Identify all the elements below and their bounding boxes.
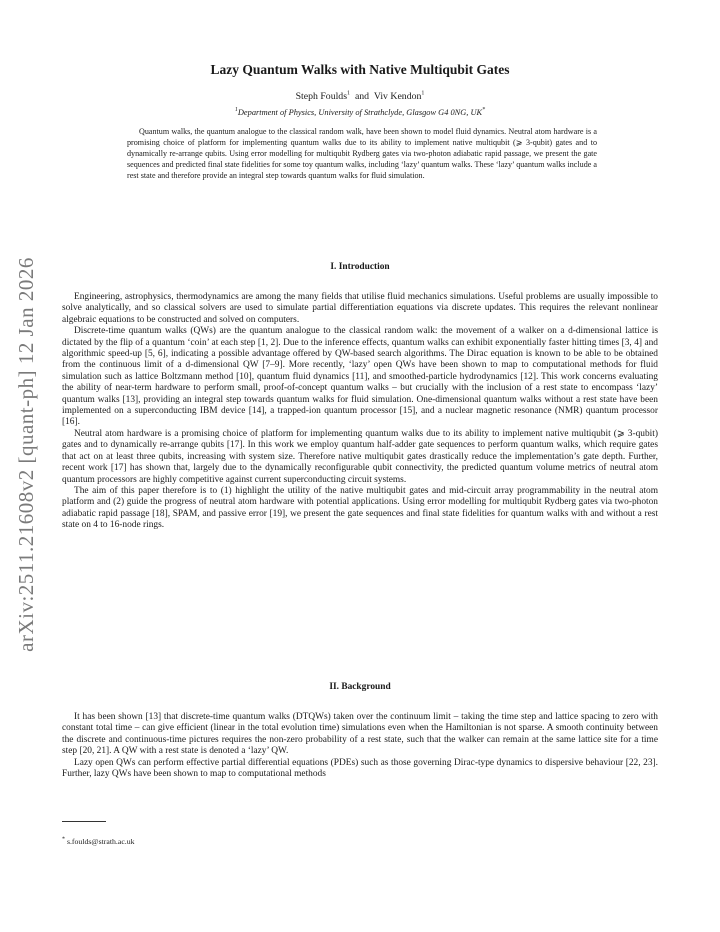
paragraph: Engineering, astrophysics, thermodynamics are among the many fields that utilise fluid mechanics simulations. Useful problems are usually impossible to solve analytically, and so classical solvers are used to simulate partial differentiation equations via discrete updates. This requires the relevant nonlinear algebraic equations to be constructed and solved on computers. (62, 292, 658, 325)
affiliation-text: Department of Physics, University of Strathclyde, Glasgow G4 0NG, UK (237, 108, 483, 117)
paragraph: Discrete-time quantum walks (QWs) are the quantum analogue to the classical random walk: the movement of a walker on a d-dimensional lattice is dictated by the flip of a quantum ‘coin’ at each step [1, 2]. Due to the inference effects, quantum walks can exhibit exponentially faster hitting times [3, 4] and algorithmic speed-up [5, 6], indicating a possible advantage offered by QW-based search algorithms. The Dirac equation is known to be able to be obtained from the continuous limit of a d-dimensional QW [7–9]. More recently, ‘lazy’ open QWs have been shown to map to computational methods for fluid simulation such as lattice Boltzmann method [10], quantum fluid dynamics [11], and smoothed-particle hydrodynamics [12]. This work concerns evaluating the ability of near-term hardware to perform small, proof-of-concept quantum walks – but crucially with the inclusion of a rest state to encompass ‘lazy’ quantum walks [13], providing an integral step towards quantum walks for fluid simulation. One-dimensional quantum walks without a rest state have been implemented on a superconducting IBM device [14], a trapped-ion quantum processor [15], and a nuclear magnetic resonance (NMR) quantum processor [16]. (62, 326, 658, 428)
section-heading-introduction: I. Introduction (330, 262, 390, 272)
abstract: Quantum walks, the quantum analogue to the classical random walk, have been shown to model fluid dynamics. Neutral atom hardware is a promising choice of platform for implementing quantum walks due to its ability to implement native multiqubit (⩾ 3-qubit) gates and to dynamically re-arrange qubits. Using error modelling for multiqubit Rydberg gates via two-photon adiabatic rapid passage, we present the gate sequences and predicted final state fidelities for some toy quantum walks, including ‘lazy’ quantum walks. These ‘lazy’ quantum walks include a rest state and therefore provide an integral step towards quantum walks for fluid simulation. (127, 127, 597, 180)
footnote-mark: * (62, 836, 65, 843)
footnote-email (62, 837, 135, 846)
section-introduction-body (62, 292, 658, 532)
arxiv-id-text: arXiv:2511.21608v2 [quant-ph] 12 Jan 2026 (13, 256, 38, 652)
author-line (80, 91, 640, 102)
paragraph: Lazy open QWs can perform effective partial differential equations (PDEs) such as those governing Dirac-type dynamics to dispersive behaviour [22, 23]. Further, lazy QWs have been shown to map to computational methods (62, 757, 658, 780)
footnote-divider (62, 821, 106, 822)
corresponding-author-mark: * (482, 107, 486, 114)
paragraph: It has been shown [13] that discrete-time quantum walks (DTQWs) taken over the continuum limit – taking the time step and lattice spacing to zero with constant total time – can give efficient (linear in the total evolution time) simulations even when the Hamiltonian is not sparse. A smooth continuity between the discrete and continuous-time pictures requires the non-zero probability of a rest state, such that the walker can remain at the same lattice site for a time step [20, 21]. A QW with a rest state is denoted a ‘lazy’ QW. (62, 712, 658, 757)
author-affiliation-mark: 1 (347, 90, 351, 97)
affiliation-line (80, 108, 640, 117)
author-separator: and (354, 91, 370, 102)
author-affiliation-mark: 1 (421, 90, 425, 97)
paragraph: Neutral atom hardware is a promising choice of platform for implementing quantum walks due to its ability to implement native multiqubit (⩾ 3-qubit) gates and to dynamically re-arrange qubits [17]. In this work we employ quantum half-adder gate sequences to perform quantum walks, which require gates that act on at least three qubits, increasing with system size. Therefore native multiqubit gates drastically reduce the implementation’s gate depth. Further, recent work [17] has shown that, largely due to the dynamically reconfigurable qubit connectivity, the predicted quantum volume metrics of neutral atom quantum processors are highly competitive against current superconducting circuit systems. (62, 428, 658, 485)
affiliation-mark: 1 (234, 107, 238, 114)
paper-title: Lazy Quantum Walks with Native Multiqubit Gates (210, 62, 510, 77)
footnote-text: s.foulds@strath.ac.uk (66, 837, 135, 846)
paragraph: The aim of this paper therefore is to (1) highlight the utility of the native multiqubit gates and mid-circuit array programmability in the neutral atom platform and (2) guide the progress of neutral atom hardware with potential applications. Using error modelling for multiqubit Rydberg gates via two-photon adiabatic rapid passage [18], SPAM, and passive error [19], we present the gate sequences and final state fidelities for quantum walks with and without a rest state on 4 to 16-node rings. (62, 485, 658, 531)
arxiv-sidebar-identifier (4, 248, 48, 660)
section-background-body (62, 712, 658, 780)
section-heading-background: II. Background (329, 682, 391, 692)
author-name: Steph Foulds (295, 91, 348, 102)
author-name: Viv Kendon (373, 91, 422, 102)
